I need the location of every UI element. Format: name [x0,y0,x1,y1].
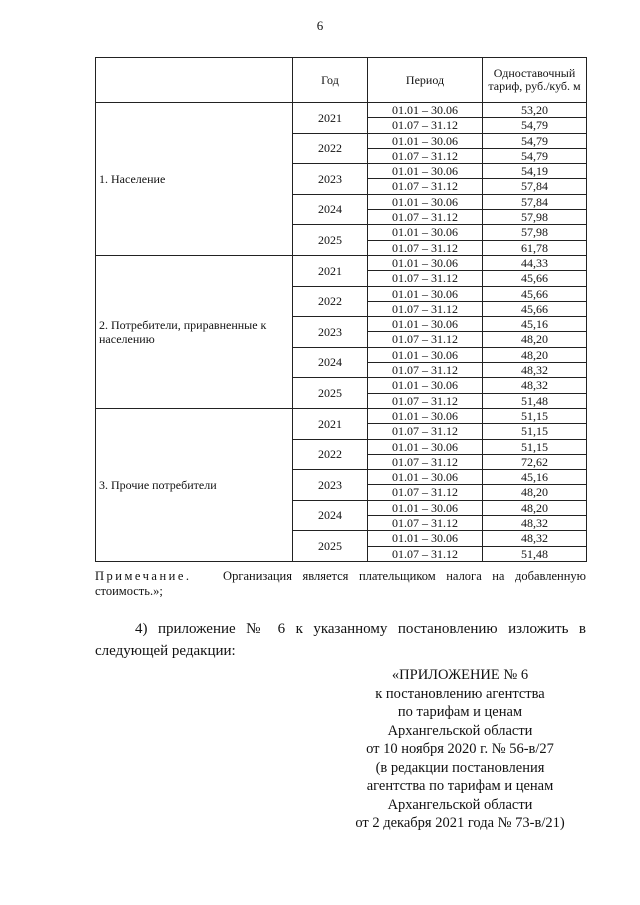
period-cell: 01.01 – 30.06 [368,286,483,301]
page-number: 6 [316,18,324,33]
tariff-value-cell: 57,84 [483,194,587,209]
period-cell: 01.01 – 30.06 [368,164,483,179]
period-cell: 01.07 – 31.12 [368,332,483,347]
period-cell: 01.01 – 30.06 [368,408,483,423]
year-cell: 2022 [293,439,368,470]
period-cell: 01.07 – 31.12 [368,271,483,286]
tariff-value-cell: 45,66 [483,271,587,286]
appendix-line: Архангельской области [387,796,533,813]
appendix-line: (в редакции постановления [375,759,545,776]
period-cell: 01.01 – 30.06 [368,194,483,209]
period-cell: 01.07 – 31.12 [368,301,483,316]
header-tariff: Одноставочный тариф, руб./куб. м [483,58,587,103]
table-row [96,103,587,118]
period-cell: 01.01 – 30.06 [368,470,483,485]
period-cell: 01.07 – 31.12 [368,118,483,133]
header-year: Год [293,58,368,103]
tariff-value-cell: 51,15 [483,424,587,439]
appendix-line: Архангельской области [387,722,533,739]
tariff-value-cell: 45,16 [483,317,587,332]
tariff-value-cell: 54,19 [483,164,587,179]
period-cell: 01.01 – 30.06 [368,378,483,393]
header-period: Период [368,58,483,103]
header-group [96,58,293,103]
tariff-value-cell: 54,79 [483,148,587,163]
tariff-value-cell: 48,20 [483,485,587,500]
year-cell: 2025 [293,225,368,256]
tariff-value-cell: 57,98 [483,210,587,225]
period-cell: 01.07 – 31.12 [368,424,483,439]
tariff-value-cell: 57,98 [483,225,587,240]
appendix-line: «ПРИЛОЖЕНИЕ № 6 [391,667,529,683]
year-cell: 2024 [293,500,368,531]
period-cell: 01.07 – 31.12 [368,148,483,163]
year-cell: 2022 [293,286,368,317]
consumer-group-cell: 1. Население [96,103,293,256]
tariff-value-cell: 51,15 [483,439,587,454]
year-cell: 2023 [293,470,368,501]
period-cell: 01.07 – 31.12 [368,393,483,408]
period-cell: 01.07 – 31.12 [368,485,483,500]
tariff-value-cell: 53,20 [483,103,587,118]
year-cell: 2025 [293,531,368,562]
year-cell: 2024 [293,347,368,378]
year-cell: 2021 [293,103,368,134]
note-label: Примечание. [95,569,192,583]
period-cell: 01.01 – 30.06 [368,103,483,118]
year-cell: 2023 [293,164,368,195]
tariff-value-cell: 54,79 [483,133,587,148]
year-cell: 2023 [293,317,368,348]
period-cell: 01.01 – 30.06 [368,317,483,332]
tariff-value-cell: 45,66 [483,301,587,316]
tariff-value-cell: 48,32 [483,516,587,531]
instruction-paragraph: 4) приложение № 6 к указанному постановлению изложить в следующей редакции: [95,621,586,659]
tariff-value-cell: 51,15 [483,408,587,423]
consumer-group-cell: 2. Потребители, приравненные к населению [96,255,293,408]
table-row [96,255,587,270]
tariff-value-cell: 72,62 [483,454,587,469]
tariff-value-cell: 48,32 [483,378,587,393]
year-cell: 2021 [293,255,368,286]
tariff-table [95,57,587,562]
period-cell: 01.07 – 31.12 [368,516,483,531]
year-cell: 2024 [293,194,368,225]
period-cell: 01.01 – 30.06 [368,531,483,546]
tariff-value-cell: 57,84 [483,179,587,194]
table-note [95,569,586,599]
period-cell: 01.01 – 30.06 [368,255,483,270]
period-cell: 01.07 – 31.12 [368,179,483,194]
tariff-value-cell: 48,20 [483,332,587,347]
period-cell: 01.07 – 31.12 [368,240,483,255]
period-cell: 01.01 – 30.06 [368,133,483,148]
period-cell: 01.01 – 30.06 [368,500,483,515]
year-cell: 2022 [293,133,368,164]
consumer-group-cell: 3. Прочие потребители [96,408,293,561]
year-cell: 2025 [293,378,368,409]
appendix-line: от 2 декабря 2021 года № 73-в/21) [355,815,565,831]
tariff-value-cell: 45,66 [483,286,587,301]
note-text: Организация является плательщиком налога на добавленную стоимость.»; [95,569,586,598]
appendix-line: агентства по тарифам и ценам [366,778,554,794]
period-cell: 01.07 – 31.12 [368,363,483,378]
appendix-line: по тарифам и ценам [397,704,523,720]
year-cell: 2021 [293,408,368,439]
tariff-value-cell: 48,20 [483,347,587,362]
tariff-value-cell: 51,48 [483,393,587,408]
appendix-header [300,666,620,833]
appendix-line: от 10 ноября 2020 г. № 56-в/27 [366,741,554,757]
tariff-value-cell: 45,16 [483,470,587,485]
period-cell: 01.07 – 31.12 [368,454,483,469]
table-header-row [96,58,587,103]
table-body [96,103,587,562]
table-row [96,408,587,423]
period-cell: 01.01 – 30.06 [368,347,483,362]
tariff-value-cell: 54,79 [483,118,587,133]
period-cell: 01.01 – 30.06 [368,439,483,454]
period-cell: 01.07 – 31.12 [368,210,483,225]
tariff-value-cell: 48,32 [483,531,587,546]
tariff-value-cell: 48,32 [483,363,587,378]
tariff-value-cell: 48,20 [483,500,587,515]
period-cell: 01.07 – 31.12 [368,546,483,561]
tariff-value-cell: 61,78 [483,240,587,255]
tariff-value-cell: 44,33 [483,255,587,270]
appendix-line: к постановлению агентства [375,685,545,702]
period-cell: 01.01 – 30.06 [368,225,483,240]
tariff-value-cell: 51,48 [483,546,587,561]
